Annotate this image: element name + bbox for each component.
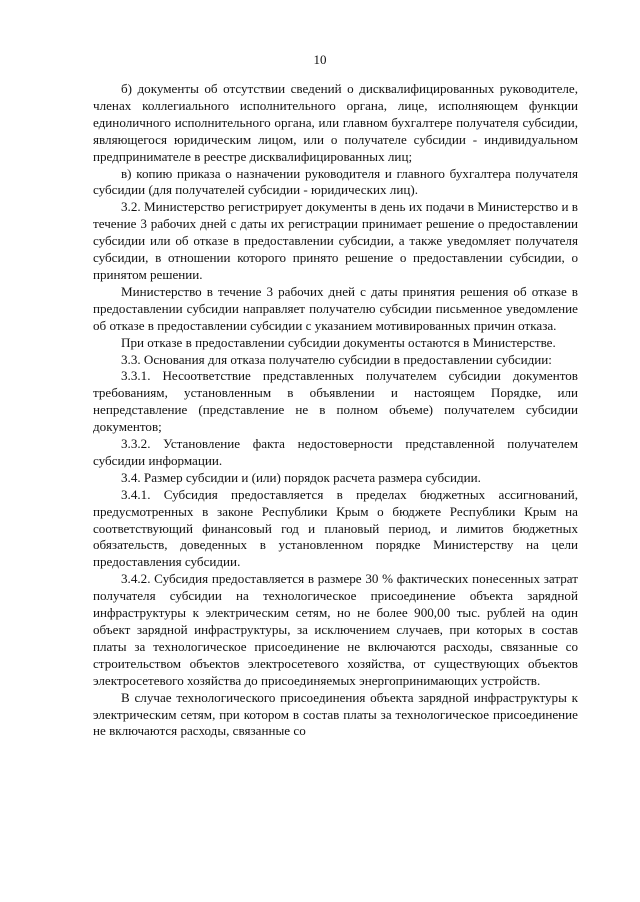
paragraph-3-3-1: 3.3.1. Несоответствие представленных получателем субсидии документов требованиям, установленным в объявлении и настоящем Порядке, или непредставление (представление не в полном объеме) получателем субсидии документов; (93, 368, 578, 435)
paragraph-v-order-copy: в) копию приказа о назначении руководителя и главного бухгалтера получателя субсидии (для получателей субсидии - юридических лиц). (93, 165, 578, 198)
paragraph-3-3: 3.3. Основания для отказа получателю субсидии в предоставлении субсидии: (121, 351, 552, 367)
paragraph-3-4: 3.4. Размер субсидии и (или) порядок расчета размера субсидии. (121, 469, 481, 485)
paragraph-connection-case: В случае технологического присоединения объекта зарядной инфраструктуры к электрическим сетям, при котором в состав платы за технологическое присоединение не включаются расходы, связанные со (93, 689, 578, 739)
page-number: 10 (313, 52, 327, 67)
paragraph-3-4-1: 3.4.1. Субсидия предоставляется в пределах бюджетных ассигнований, предусмотренных в законе Республики Крым о бюджете Республики Крым на соответствующий финансовый год и плановый период, и лимитов бюджетных обязательств, доведенных в установленном порядке Министерству на цели предоставления субсидии. (93, 486, 578, 570)
paragraph-3-3-2: 3.3.2. Установление факта недостоверности представленной получателем субсидии информации. (93, 436, 578, 468)
paragraph-documents-remain: При отказе в предоставлении субсидии документы остаются в Министерстве. (121, 334, 556, 350)
paragraph-refusal-notice: Министерство в течение 3 рабочих дней с даты принятия решения об отказе в предоставлении субсидии направляет получателю субсидии письменное уведомление об отказе в предоставлении субсидии с указанием мотивированных причин отказа. (93, 283, 578, 333)
paragraph-3-4-2: 3.4.2. Субсидия предоставляется в размере 30 % фактических понесенных затрат получателя субсидии на технологическое присоединение объекта зарядной инфраструктуры к электрическим сетям, но не более 900,00 тыс. рублей на один объект зарядной инфраструктуры, за исключением случаев, при которых в состав платы за технологическое присоединение не включаются расходы, связанные со строительством объектов электросетевого хозяйства, от существующих объектов электросетевого хозяйства до присоединяемых энергопринимающих устройств. (93, 571, 578, 688)
paragraph-3-2: 3.2. Министерство регистрирует документы в день их подачи в Министерство и в течение 3 рабочих дней с даты их регистрации принимает решение о предоставлении субсидии или об отказе в предоставлении субсидии, а также уведомляет получателя субсидии, в отношении которого принято решение о предоставлении субсидии, о принятом решении. (93, 199, 578, 282)
document-body (93, 81, 578, 740)
paragraph-b-documents: б) документы об отсутствии сведений о дисквалифицированных руководителе, членах коллегиального исполнительного органа, лице, исполняющем функции единоличного исполнительного органа, или главном бухгалтере получателя субсидии, являющегося юридическим лицом, или о получателе субсидии - индивидуальном предпринимателе в реестре дисквалифицированных лиц; (93, 81, 578, 164)
